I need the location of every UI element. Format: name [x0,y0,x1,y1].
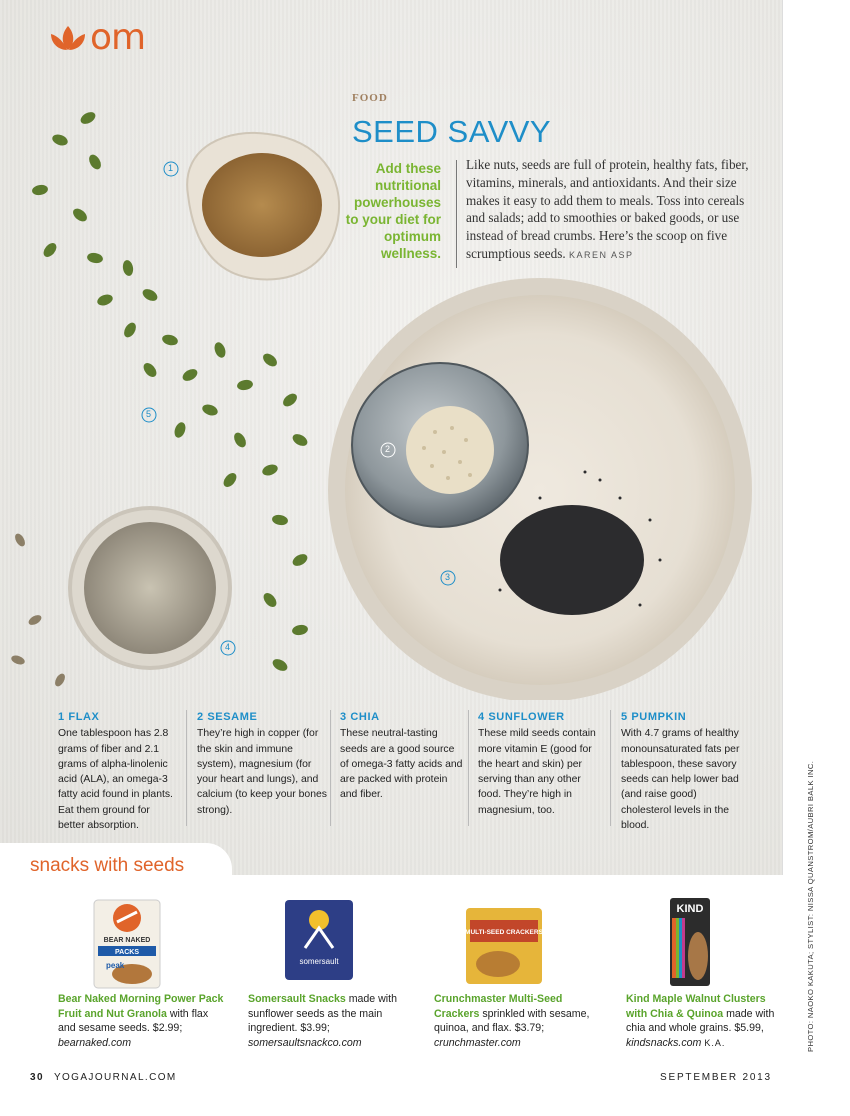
seed-text: One tablespoon has 2.8 grams of fiber and 2.1 grams of alpha-linolenic acid (ALA), an omega-3 fatty acid found in plants. Eat them ground for better absorption. [58,728,173,832]
seed-divider [610,710,611,826]
sunflower-seeds [84,522,216,654]
bear-naked-package [92,898,162,990]
author-initials: K.A. [704,1037,726,1048]
seed-title: 4 SUNFLOWER [478,711,565,723]
sesame-pile [406,406,494,494]
product-name: Somersault Snacks [248,993,346,1005]
seed-col-sesame [197,710,327,818]
callout-number-2: 2 [385,444,391,454]
snacks-heading: snacks with seeds [30,855,185,876]
seed-text: These neutral-tasting seeds are a good source of omega-3 fatty acids and are packed with protein and fiber. [340,728,463,801]
product-url[interactable]: kindsnacks.com [626,1036,702,1049]
footer-left [30,1072,177,1083]
seed-col-pumpkin [621,710,746,833]
seed-text: With 4.7 grams of healthy monounsaturated fats per tablespoon, these savory seeds can help lower bad (and raise good) cholesterol levels in the blood. [621,728,740,832]
seed-divider [186,710,187,826]
callout-number-1: 1 [168,163,174,173]
product-desc: sprinkled with sesame, quinoa, and flax. $3.79; [434,1007,590,1035]
kind-package [668,896,712,988]
deck-divider [456,160,457,268]
product-desc: made with chia and whole grains. $5.99, [626,1007,775,1035]
om-logo [48,17,146,58]
seed-descriptions [58,710,778,834]
seed-text: These mild seeds contain more vitamin E (good for the heart and skin) per serving than any other food. They’re high in magnesium, too. [478,728,596,816]
chia-pile [500,505,644,615]
product-name: Kind Maple Walnut Clusters with Chia & Quinoa [626,993,766,1020]
footer-site[interactable]: YOGAJOURNAL.COM [53,1072,177,1083]
callout-number-5: 5 [146,409,152,419]
product-bear-naked [58,992,228,1050]
loose-sunflower-seeds [10,532,67,688]
logo-text: om [90,17,146,58]
flax-seeds [202,153,322,257]
product-kind [626,992,778,1050]
page-gutter-line [782,0,783,875]
product-desc: with flax and sesame seeds. $2.99; [58,1007,209,1035]
product-desc: made with sunflower seeds as the main ingredient. $3.99; [248,993,397,1035]
callout-number-3: 3 [445,572,451,582]
deck: Add these nutritional powerhouses to your diet for optimum wellness. [345,161,441,261]
bear-naked-brand: BEAR NAKED [103,937,151,944]
bear-naked-line: PACKS [115,949,139,956]
page-number: 30 [30,1072,44,1083]
photo-credit: PHOTO: NAOKO KAKUTA; STYLIST: NISSA QUANSTROM/AUBRI BALK INC. [806,760,815,1052]
product-url[interactable]: crunchmaster.com [434,1036,521,1049]
intro-text: Like nuts, seeds are full of protein, healthy fats, fiber, vitamins, minerals, and antioxidants. And their size makes it easy to add them to meals. Toss into cereals and salads; add to smoothies or baked goods, or use instead of bread crumbs. Here’s the scoop on five scrumptious seeds. [466,157,749,261]
seed-title: 3 CHIA [340,711,380,723]
seed-divider [330,710,331,826]
seed-text: They’re high in copper (for the skin and immune system), magnesium (for your heart and lungs), and calcium (to keep your bones strong). [197,728,327,816]
footer-issue: SEPTEMBER 2013 [660,1072,772,1083]
seed-divider [468,710,469,826]
product-name: Bear Naked Morning Power Pack Fruit and Nut Granola [58,993,224,1020]
headline: SEED SAVVY [352,114,552,149]
seed-title: 5 PUMPKIN [621,711,687,723]
product-name: Crunchmaster Multi-Seed Crackers [434,993,563,1020]
seed-col-chia [340,710,465,803]
seed-title: 1 FLAX [58,711,100,723]
callout-number-4: 4 [225,642,231,652]
crunchmaster-brand: MULTI-SEED CRACKERS [465,929,543,936]
lotus-icon [48,22,88,54]
crunchmaster-package [464,906,544,986]
product-url[interactable]: bearnaked.com [58,1036,132,1049]
product-url[interactable]: somersaultsnackco.com [248,1036,362,1049]
product-somersault [248,992,408,1050]
seed-col-flax [58,710,178,833]
byline: KAREN ASP [568,249,634,260]
kind-brand: KIND [676,903,704,915]
somersault-brand: somersault [299,957,339,966]
bear-naked-sub: peak [106,961,125,970]
seed-title: 2 SESAME [197,711,258,723]
section-label: FOOD [352,92,388,104]
somersault-package [283,898,355,982]
product-crunchmaster [434,992,592,1050]
seed-col-sunflower [478,710,603,818]
intro-paragraph [466,156,766,265]
